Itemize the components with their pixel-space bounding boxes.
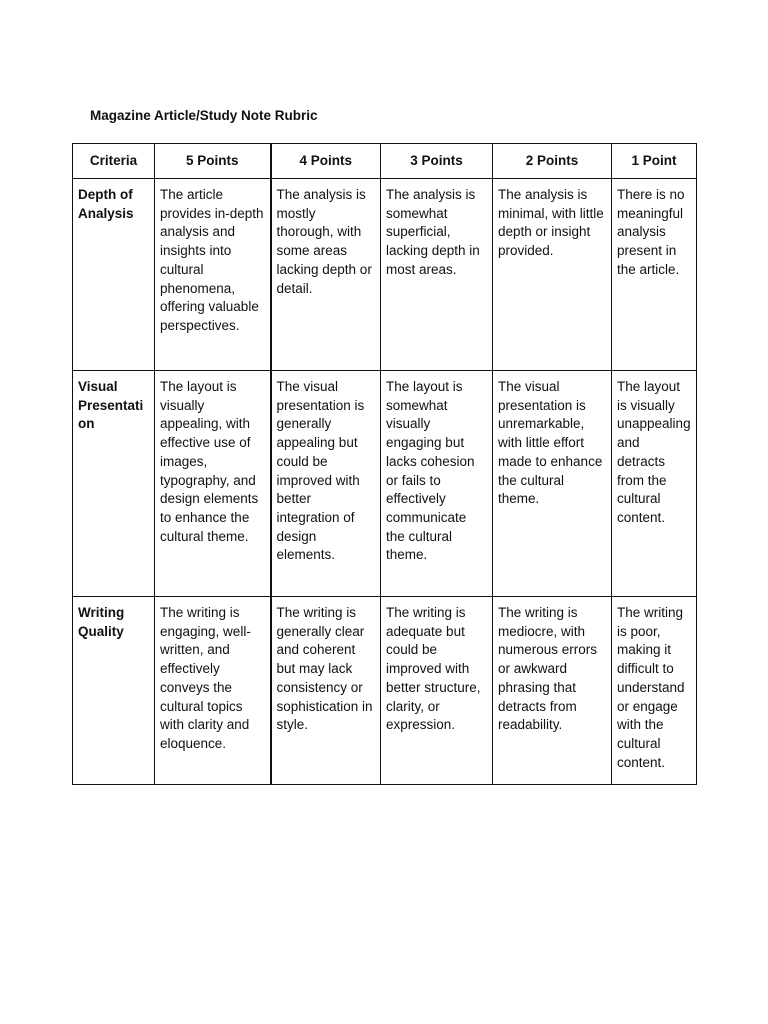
cell-visual-5: The layout is visually appealing, with effective use of images, typography, and design elements to enhance the cultural theme. <box>155 371 271 597</box>
header-4-points: 4 Points <box>271 144 381 179</box>
criterion-writing-quality: Writing Quality <box>73 597 155 785</box>
rubric-table <box>72 143 697 785</box>
cell-visual-1: The layout is visually unappealing and detracts from the cultural content. <box>612 371 697 597</box>
cell-depth-3: The analysis is somewhat superficial, lacking depth in most areas. <box>381 179 493 371</box>
cell-writing-4: The writing is generally clear and coherent but may lack consistency or sophistication in style. <box>271 597 381 785</box>
cell-visual-2: The visual presentation is unremarkable, with little effort made to enhance the cultural theme. <box>493 371 612 597</box>
table-row <box>73 371 697 597</box>
header-2-points: 2 Points <box>493 144 612 179</box>
header-3-points: 3 Points <box>381 144 493 179</box>
criterion-visual-presentation: Visual Presentation <box>73 371 155 597</box>
cell-depth-1: There is no meaningful analysis present in the article. <box>612 179 697 371</box>
cell-writing-3: The writing is adequate but could be improved with better structure, clarity, or expression. <box>381 597 493 785</box>
cell-depth-5: The article provides in-depth analysis and insights into cultural phenomena, offering valuable perspectives. <box>155 179 271 371</box>
table-row <box>73 597 697 785</box>
cell-visual-4: The visual presentation is generally appealing but could be improved with better integration of design elements. <box>271 371 381 597</box>
cell-writing-5: The writing is engaging, well-written, and effectively conveys the cultural topics with clarity and eloquence. <box>155 597 271 785</box>
table-header-row <box>73 144 697 179</box>
cell-depth-2: The analysis is minimal, with little depth or insight provided. <box>493 179 612 371</box>
cell-writing-1: The writing is poor, making it difficult to understand or engage with the cultural content. <box>612 597 697 785</box>
header-5-points: 5 Points <box>155 144 271 179</box>
cell-visual-3: The layout is somewhat visually engaging but lacks cohesion or fails to effectively communicate the cultural theme. <box>381 371 493 597</box>
header-criteria: Criteria <box>73 144 155 179</box>
page-title: Magazine Article/Study Note Rubric <box>90 108 318 123</box>
table-row <box>73 179 697 371</box>
cell-depth-4: The analysis is mostly thorough, with some areas lacking depth or detail. <box>271 179 381 371</box>
header-1-point: 1 Point <box>612 144 697 179</box>
criterion-depth-of-analysis: Depth of Analysis <box>73 179 155 371</box>
cell-writing-2: The writing is mediocre, with numerous errors or awkward phrasing that detracts from readability. <box>493 597 612 785</box>
